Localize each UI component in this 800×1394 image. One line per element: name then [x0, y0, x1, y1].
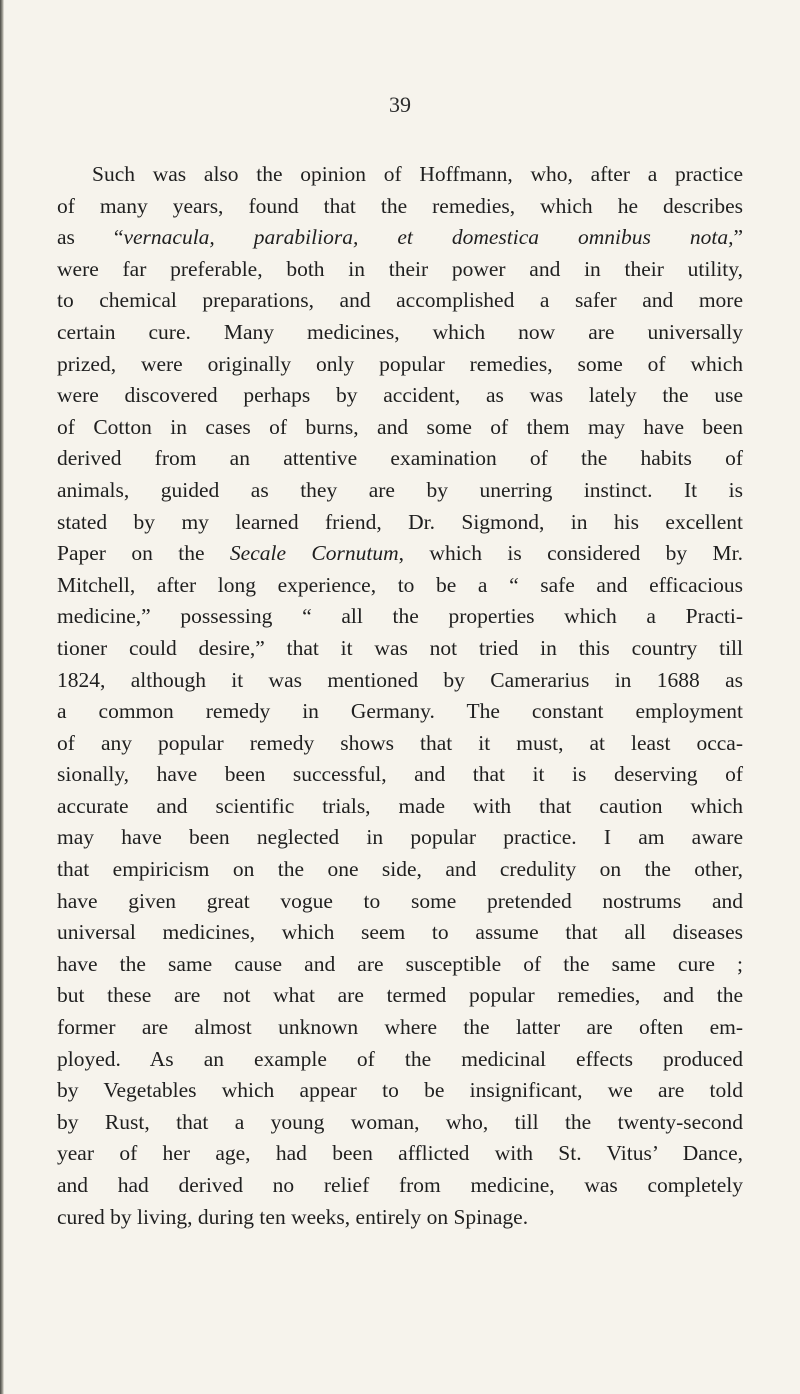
text-line: [57, 917, 743, 949]
italic-text: vernacula, parabiliora, et domestica omnibus nota,: [123, 225, 734, 250]
text-segment: of many years, found that the remedies, which he describes: [57, 193, 743, 218]
text-segment: medicine,” possessing “ all the properties which a Practi-: [57, 604, 743, 629]
text-segment: , which is considered by Mr.: [398, 541, 743, 566]
text-line: [57, 317, 743, 349]
text-line: [57, 159, 743, 191]
text-segment: a common remedy in Germany. The constant employment: [57, 699, 743, 724]
text-line: [57, 980, 743, 1012]
text-segment: year of her age, had been afflicted with St. Vitus’ Dance,: [57, 1141, 743, 1166]
text-line: [57, 191, 743, 223]
text-line: [57, 285, 743, 317]
text-segment: of any popular remedy shows that it must, at least occa-: [57, 730, 743, 755]
text-segment: prized, were originally only popular remedies, some of which: [57, 351, 743, 376]
text-segment: Mitchell, after long experience, to be a “ safe and efficacious: [57, 572, 743, 597]
text-segment: stated by my learned friend, Dr. Sigmond, in his excellent: [57, 509, 743, 534]
text-line: [57, 1075, 743, 1107]
text-segment: by Vegetables which appear to be insignificant, we are told: [57, 1078, 743, 1103]
text-segment: universal medicines, which seem to assume that all diseases: [57, 920, 743, 945]
text-segment: accurate and scientific trials, made with that caution which: [57, 793, 743, 818]
text-line: [57, 1138, 743, 1170]
text-line: [57, 949, 743, 981]
text-line: [57, 1107, 743, 1139]
text-line: [57, 601, 743, 633]
text-line: [57, 475, 743, 507]
text-segment: derived from an attentive examination of the habits of: [57, 446, 743, 471]
text-line: [57, 791, 743, 823]
text-segment: cured by living, during ten weeks, entirely on Spinage.: [57, 1204, 529, 1229]
text-segment: Paper on the: [57, 541, 230, 566]
text-segment: former are almost unknown where the latter are often em-: [57, 1015, 743, 1040]
text-line: [57, 380, 743, 412]
text-segment: 1824, although it was mentioned by Camerarius in 1688 as: [57, 667, 743, 692]
text-segment: have given great vogue to some pretended nostrums and: [57, 888, 743, 913]
text-segment: ployed. As an example of the medicinal effects produced: [57, 1046, 743, 1071]
text-line: [57, 696, 743, 728]
text-line: [57, 1170, 743, 1202]
text-segment: of Cotton in cases of burns, and some of them may have been: [57, 414, 743, 439]
text-segment: tioner could desire,” that it was not tried in this country till: [57, 635, 743, 660]
text-line: [57, 886, 743, 918]
text-segment: that empiricism on the one side, and credulity on the other,: [57, 857, 743, 882]
text-line: [57, 1044, 743, 1076]
text-line: [57, 822, 743, 854]
text-segment: ”: [733, 225, 744, 250]
italic-text: Secale Cornutum: [229, 541, 399, 566]
text-segment: were far preferable, both in their power and in their utility,: [57, 256, 743, 281]
text-line: [57, 1202, 743, 1234]
text-segment: by Rust, that a young woman, who, till the twenty-second: [57, 1109, 743, 1134]
text-line: [57, 538, 743, 570]
text-line: [57, 570, 743, 602]
text-segment: and had derived no relief from medicine, was completely: [57, 1173, 743, 1197]
text-line: [57, 254, 743, 286]
text-segment: animals, guided as they are by unerring instinct. It is: [57, 477, 743, 502]
page-number: 39: [389, 92, 411, 117]
text-line: [57, 854, 743, 886]
text-line: [57, 349, 743, 381]
text-segment: have the same cause and are susceptible of the same cure ;: [57, 951, 743, 976]
body-paragraph: [57, 159, 743, 1233]
text-segment: Such was also the opinion of Hoffmann, who, after a practice: [92, 162, 743, 186]
text-line: [57, 665, 743, 697]
text-segment: may have been neglected in popular practice. I am aware: [57, 825, 743, 850]
page-spine-edge: [0, 0, 4, 1394]
text-line: [57, 728, 743, 760]
text-segment: as “: [57, 225, 124, 250]
text-segment: to chemical preparations, and accomplished a safer and more: [57, 288, 743, 313]
text-line: [57, 759, 743, 791]
text-line: [57, 222, 743, 254]
text-line: [57, 507, 743, 539]
text-line: [57, 633, 743, 665]
text-segment: but these are not what are termed popular remedies, and the: [57, 983, 743, 1008]
text-line: [57, 443, 743, 475]
text-segment: were discovered perhaps by accident, as was lately the use: [57, 383, 743, 408]
text-segment: sionally, have been successful, and that it is deserving of: [57, 762, 743, 787]
text-segment: certain cure. Many medicines, which now are universally: [57, 319, 743, 344]
text-line: [57, 1012, 743, 1044]
text-line: [57, 412, 743, 444]
